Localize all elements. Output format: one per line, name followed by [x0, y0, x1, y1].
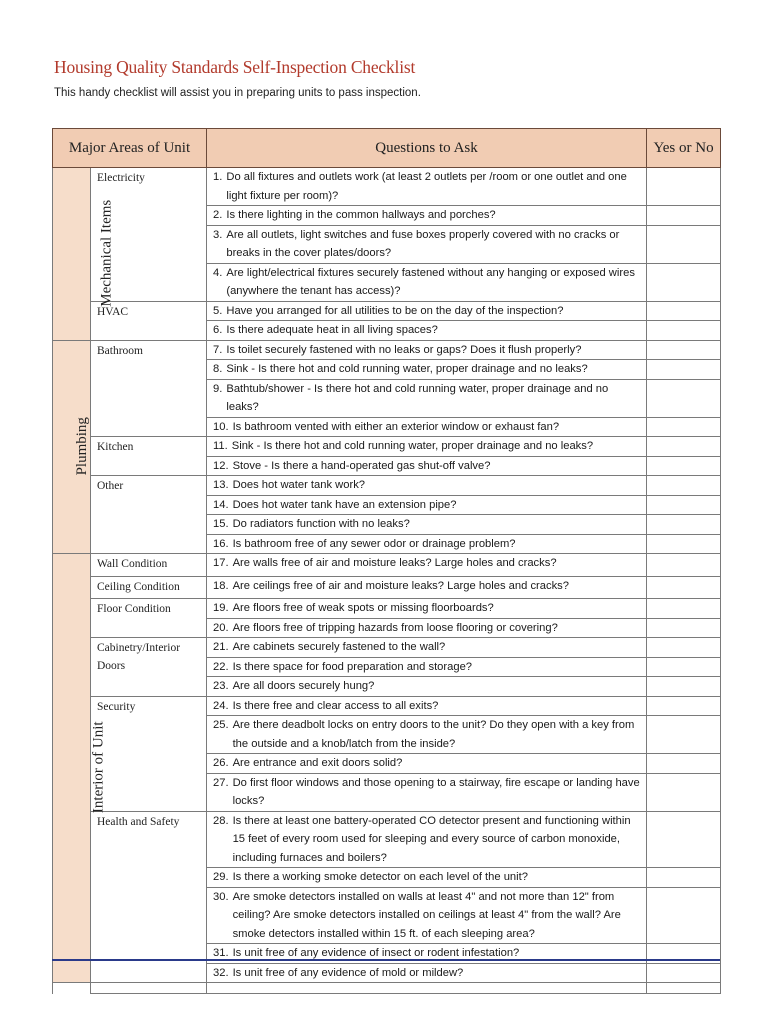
yes-no-answer-cell[interactable] — [647, 360, 721, 380]
checklist-body — [53, 168, 721, 994]
bottom-rule — [52, 959, 720, 961]
yes-no-answer-cell[interactable] — [647, 515, 721, 535]
section-cell — [53, 340, 91, 554]
area-name: Other — [91, 476, 207, 554]
question-cell — [207, 811, 647, 868]
question-number: 26. — [213, 757, 229, 769]
question-number: 14. — [213, 498, 229, 511]
question-text: Have you arranged for all utilities to be on the day of the inspection? — [226, 304, 564, 317]
question — [213, 716, 642, 753]
question — [213, 658, 642, 677]
question-cell — [207, 340, 647, 360]
yes-no-answer-cell[interactable] — [647, 677, 721, 697]
question-text: Sink - Is there hot and cold running water, proper drainage and no leaks? — [231, 440, 594, 452]
question-number: 4. — [213, 266, 223, 279]
question-number: 6. — [213, 324, 223, 336]
question-cell — [207, 638, 647, 658]
question-cell — [207, 696, 647, 716]
question-number: 22. — [213, 660, 229, 673]
area-name: Health and Safety — [91, 811, 207, 983]
question-cell — [207, 515, 647, 535]
question-cell — [207, 534, 647, 554]
question-number: 18. — [213, 579, 229, 592]
question — [213, 476, 642, 495]
question-number: 21. — [213, 641, 229, 653]
question — [213, 418, 642, 437]
yes-no-answer-cell[interactable] — [647, 456, 721, 476]
area-name: Wall Condition — [91, 554, 207, 577]
question-cell — [207, 618, 647, 638]
section-label: Interior of Unit — [90, 721, 107, 814]
yes-no-answer-cell[interactable] — [647, 168, 721, 206]
question-text: Are ceilings free of air and moisture leaks? Large holes and cracks? — [232, 579, 570, 592]
yes-no-answer-cell[interactable] — [647, 599, 721, 619]
question-number: 30. — [213, 890, 229, 903]
yes-no-answer-cell[interactable] — [647, 476, 721, 496]
question — [213, 302, 642, 321]
question-text: Is there space for food preparation and storage? — [232, 660, 473, 673]
area-name: Electricity — [91, 168, 207, 302]
question — [213, 496, 642, 515]
yes-no-answer-cell[interactable] — [647, 576, 721, 599]
question-text: Stove - Is there a hand-operated gas shut-off valve? — [232, 459, 491, 472]
question — [213, 774, 642, 811]
question-text: Are cabinets securely fastened to the wall? — [232, 641, 446, 653]
question-text: Is bathroom vented with either an exterior window or exhaust fan? — [232, 420, 560, 433]
table-row — [53, 696, 721, 716]
table-row — [53, 811, 721, 868]
question-text: Is there adequate heat in all living spaces? — [226, 324, 438, 336]
question-number: 5. — [213, 304, 223, 317]
question-text: Is bathroom free of any sewer odor or drainage problem? — [232, 537, 516, 550]
yes-no-answer-cell[interactable] — [647, 618, 721, 638]
question-text: Are entrance and exit doors solid? — [232, 757, 403, 769]
question — [213, 888, 642, 944]
yes-no-answer-cell[interactable] — [647, 534, 721, 554]
question-number: 32. — [213, 966, 229, 979]
question-cell — [207, 417, 647, 437]
question-text: Are floors free of tripping hazards from loose flooring or covering? — [232, 621, 558, 634]
question-cell — [207, 379, 647, 417]
question-cell — [207, 225, 647, 263]
question — [213, 619, 642, 638]
question-text: Does hot water tank have an extension pipe? — [232, 498, 457, 511]
yes-no-answer-cell[interactable] — [647, 887, 721, 944]
yes-no-answer-cell[interactable] — [647, 301, 721, 321]
question-cell — [207, 206, 647, 226]
yes-no-answer-cell[interactable] — [647, 321, 721, 341]
checklist-table — [52, 128, 721, 994]
yes-no-answer-cell[interactable] — [647, 417, 721, 437]
table-row — [53, 168, 721, 206]
question-text: Do all fixtures and outlets work (at least 2 outlets per /room or one outlet and one light fixture per room)? — [226, 171, 627, 202]
area-name: Ceiling Condition — [91, 576, 207, 599]
yes-no-answer-cell[interactable] — [647, 811, 721, 868]
question — [213, 868, 642, 887]
question-number: 10. — [213, 420, 229, 433]
table-row — [53, 437, 721, 457]
question-text: Are light/electrical fixtures securely fastened without any hanging or exposed wires (anywhere the tenant has access)? — [226, 266, 635, 297]
question-number: 20. — [213, 621, 229, 634]
blank-cell — [91, 983, 207, 994]
area-name: Cabinetry/Interior Doors — [91, 638, 207, 697]
question — [213, 206, 642, 225]
question-cell — [207, 554, 647, 577]
blank-row — [53, 983, 721, 994]
question-number: 7. — [213, 343, 223, 356]
area-name: Bathroom — [91, 340, 207, 437]
question — [213, 515, 642, 534]
question-number: 15. — [213, 518, 229, 530]
column-header-questions: Questions to Ask — [207, 129, 647, 168]
yes-no-answer-cell[interactable] — [647, 963, 721, 983]
yes-no-answer-cell[interactable] — [647, 696, 721, 716]
question-number: 9. — [213, 382, 223, 395]
question-cell — [207, 657, 647, 677]
question — [213, 457, 642, 476]
question — [213, 554, 642, 573]
question — [213, 599, 642, 618]
question-cell — [207, 868, 647, 888]
question-number: 29. — [213, 871, 229, 883]
question-cell — [207, 576, 647, 599]
question-cell — [207, 754, 647, 774]
table-row — [53, 476, 721, 496]
page-title: Housing Quality Standards Self-Inspection Checklist — [54, 57, 416, 77]
blank-cell — [53, 983, 91, 994]
question-number: 24. — [213, 699, 229, 712]
yes-no-answer-cell[interactable] — [647, 495, 721, 515]
question-text: Bathtub/shower - Is there hot and cold running water, proper drainage and no leaks? — [226, 382, 609, 413]
question — [213, 812, 642, 868]
question-number: 28. — [213, 814, 229, 827]
question-cell — [207, 773, 647, 811]
section-label: Plumbing — [73, 417, 90, 476]
yes-no-answer-cell[interactable] — [647, 754, 721, 774]
question-text: Are smoke detectors installed on walls at least 4" and not more than 12" from ceiling? Are smoke detectors installed on ceilings at least 4" from the wall? Are smoke detectors installed within 15 ft. of each sleeping area? — [232, 890, 621, 940]
question — [213, 964, 642, 983]
question-cell — [207, 963, 647, 983]
question — [213, 638, 642, 657]
yes-no-answer-cell[interactable] — [647, 638, 721, 658]
question-number: 16. — [213, 537, 229, 550]
question-text: Is there at least one battery-operated CO detector present and functioning within 15 feet of every room used for sleeping and every source of carbon monoxide, including furnaces and boilers? — [232, 814, 631, 864]
question — [213, 226, 642, 263]
question — [213, 264, 642, 301]
question-number: 8. — [213, 363, 223, 375]
question-text: Do first floor windows and those opening to a stairway, fire escape or landing have locks? — [232, 776, 640, 807]
question — [213, 321, 642, 340]
question-text: Is there a working smoke detector on each level of the unit? — [232, 871, 528, 883]
yes-no-answer-cell[interactable] — [647, 657, 721, 677]
question-cell — [207, 677, 647, 697]
question — [213, 754, 642, 773]
question-number: 17. — [213, 557, 229, 569]
yes-no-answer-cell[interactable] — [647, 340, 721, 360]
question-text: Do radiators function with no leaks? — [232, 518, 410, 530]
question-number: 31. — [213, 947, 229, 959]
yes-no-answer-cell[interactable] — [647, 716, 721, 754]
column-header-yes-no: Yes or No — [647, 129, 721, 168]
question-text: Is there lighting in the common hallways and porches? — [226, 209, 496, 221]
column-header-areas: Major Areas of Unit — [53, 129, 207, 168]
table-row — [53, 554, 721, 577]
table-row — [53, 576, 721, 599]
question-number: 3. — [213, 228, 223, 241]
question-number: 1. — [213, 171, 223, 183]
question-cell — [207, 168, 647, 206]
question-cell — [207, 263, 647, 301]
question-text: Is unit free of any evidence of insect or rodent infestation? — [232, 947, 520, 959]
question-text: Are all doors securely hung? — [232, 680, 375, 692]
question — [213, 577, 642, 596]
question — [213, 535, 642, 554]
question-cell — [207, 301, 647, 321]
question-number: 27. — [213, 776, 229, 789]
question-text: Is unit free of any evidence of mold or mildew? — [232, 966, 464, 979]
table-row — [53, 340, 721, 360]
question — [213, 697, 642, 716]
question — [213, 677, 642, 696]
question-cell — [207, 437, 647, 457]
question-text: Does hot water tank work? — [232, 479, 366, 491]
question-cell — [207, 887, 647, 944]
yes-no-answer-cell[interactable] — [647, 206, 721, 226]
blank-cell[interactable] — [647, 983, 721, 994]
section-cell — [53, 554, 107, 983]
page-subtitle: This handy checklist will assist you in preparing units to pass inspection. — [54, 87, 421, 99]
question-number: 2. — [213, 209, 223, 221]
table-row — [53, 301, 721, 321]
yes-no-answer-cell[interactable] — [647, 868, 721, 888]
question-text: Are walls free of air and moisture leaks? Large holes and cracks? — [232, 557, 557, 569]
question-number: 11. — [213, 440, 228, 452]
question-text: Is toilet securely fastened with no leaks or gaps? Does it flush properly? — [226, 343, 582, 356]
question-number: 25. — [213, 719, 229, 731]
question-number: 12. — [213, 459, 229, 472]
question-cell — [207, 495, 647, 515]
area-name: HVAC — [91, 301, 207, 340]
table-row — [53, 599, 721, 619]
area-name: Kitchen — [91, 437, 207, 476]
question — [213, 168, 642, 205]
question-text: Are all outlets, light switches and fuse boxes properly covered with no cracks or breaks in the cover plates/doors? — [226, 228, 620, 259]
area-name: Floor Condition — [91, 599, 207, 638]
question-text: Are floors free of weak spots or missing floorboards? — [232, 602, 494, 614]
question-text: Are there deadbolt locks on entry doors to the unit? Do they open with a key from the outside and a knob/latch from the inside? — [232, 719, 635, 750]
section-label: Mechanical Items — [98, 199, 115, 307]
yes-no-answer-cell[interactable] — [647, 263, 721, 301]
question — [213, 341, 642, 360]
question-text: Is there free and clear access to all exits? — [232, 699, 439, 712]
question-cell — [207, 360, 647, 380]
yes-no-answer-cell[interactable] — [647, 379, 721, 417]
question-cell — [207, 599, 647, 619]
yes-no-answer-cell[interactable] — [647, 437, 721, 457]
question-cell — [207, 321, 647, 341]
table-header-row — [53, 129, 721, 168]
question — [213, 437, 642, 456]
question-text: Sink - Is there hot and cold running water, proper drainage and no leaks? — [226, 363, 588, 375]
yes-no-answer-cell[interactable] — [647, 773, 721, 811]
area-name: Security — [91, 696, 207, 811]
yes-no-answer-cell[interactable] — [647, 225, 721, 263]
blank-cell — [207, 983, 647, 994]
question-number: 23. — [213, 680, 229, 692]
question-number: 19. — [213, 602, 229, 614]
question-cell — [207, 476, 647, 496]
question — [213, 360, 642, 379]
table-row — [53, 638, 721, 658]
question — [213, 380, 642, 417]
question-cell — [207, 456, 647, 476]
question-number: 13. — [213, 479, 229, 491]
question-cell — [207, 716, 647, 754]
yes-no-answer-cell[interactable] — [647, 554, 721, 577]
